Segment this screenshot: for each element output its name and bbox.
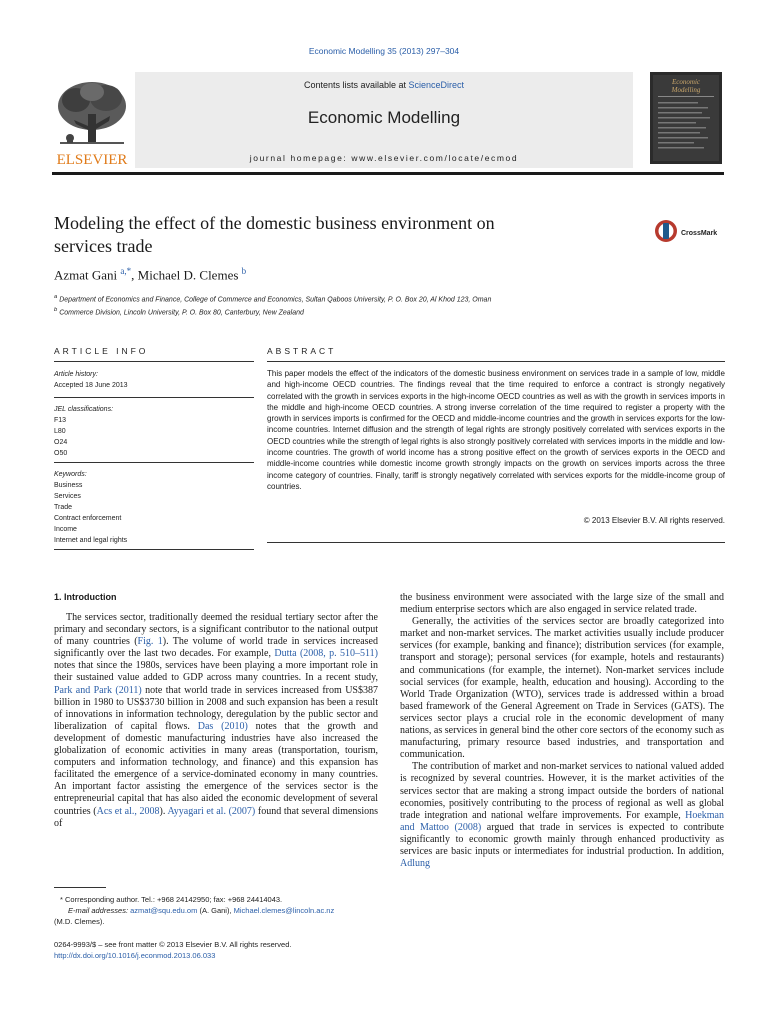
article-info-rule: [54, 361, 254, 362]
crossmark-badge[interactable]: [654, 217, 734, 247]
text-run: notes that since the 1980s, services have been playing a more important role in their sustained value added to GDP across many countries. In a recent study,: [54, 660, 378, 684]
affiliation-b: [54, 305, 491, 318]
email-owner: (M.D. Clemes).: [54, 917, 105, 926]
affiliations: [54, 292, 491, 319]
affiliation-a: [54, 292, 491, 305]
paragraph: the business environment were associated with the large size of the small and medium enterprise sectors which are also engaged in service related trade.: [400, 592, 724, 616]
author-separator: ,: [131, 267, 138, 283]
figure-link[interactable]: Fig. 1: [137, 636, 163, 648]
citation-link[interactable]: Adlung: [400, 858, 430, 870]
paragraph: [400, 761, 724, 870]
crossmark-label: CrossMark: [681, 230, 718, 237]
footnote-rule: [54, 887, 106, 888]
affiliation-text: Department of Economics and Finance, College of Commerce and Economics, Sultan Qaboos University, P. O. Box 20, Al Khod 123, Oman: [59, 296, 492, 304]
header-rule: [52, 172, 724, 175]
paragraph: Generally, the activities of the services sector are broadly categorized into market and non-market services. The market activities usually include producer services (for example, banking and finance); distribution services (for example, transport and storage); personal services (for example, hotels and restaurants) and communications (for example, the internet). Non-market services include social services (for example, health, education and housing). According to the World Trade Organization (WTO), services trade is addressed within a broad based framework of the General Agreement on Trade in Services (GATS). The services sector plays a crucial role in the economic development of many nations, as services in general bind the other core sectors of the economy such as manufacturing, primary resource based industries, and transportation and communication.: [400, 616, 724, 761]
journal-cover-thumbnail[interactable]: [650, 72, 722, 164]
citation-link[interactable]: Das (2010): [197, 720, 248, 732]
jel-label: JEL classifications:: [54, 406, 114, 413]
body-column-left: [54, 612, 378, 830]
keyword: Contract enforcement: [54, 515, 122, 522]
email-link[interactable]: Michael.clemes@lincoln.ac.nz: [233, 906, 335, 915]
cover-title-line2: Modelling: [671, 86, 701, 94]
jel-code: O50: [54, 450, 68, 457]
footnotes: [54, 894, 378, 927]
section-heading-introduction: 1. Introduction: [54, 592, 117, 602]
affiliation-marker: b: [54, 307, 58, 314]
author-list: [54, 266, 246, 283]
journal-reference[interactable]: Economic Modelling 35 (2013) 297–304: [308, 46, 460, 56]
jel-code: O24: [54, 439, 68, 446]
contents-line: [135, 80, 633, 90]
body-column-right: [400, 592, 724, 870]
text-run: notes that the growth and development of domestic manufacturing industries have also increased the globalization of economic activities in many areas (transportation, tourism, computers and information technology, and finance) and this expansion has facilitated the emergence of a service-dominated economy in many countries. An important factor assisting the emergence of the services sector is the entrepreneurial capital that has also aided the economic development of several countries (: [54, 720, 378, 817]
keyword: Internet and legal rights: [54, 537, 128, 544]
keywords-label: Keywords:: [54, 471, 87, 478]
email-note: [54, 905, 378, 916]
abstract-copyright: © 2013 Elsevier B.V. All rights reserved.: [583, 516, 725, 525]
affiliation-marker: a: [54, 294, 58, 300]
citation-link[interactable]: Acs et al., 2008: [96, 805, 160, 817]
text-run: The contribution of market and non-market services to national valued added is recognized by several countries. However, it is the market activities of the services sector that are making a strong impact outside the borders of national economies, positively contributing to the process of regional as well as global trade integration and national welfare improvements. For example,: [400, 761, 724, 821]
abstract-rule: [267, 361, 725, 362]
journal-homepage[interactable]: journal homepage: www.elsevier.com/locate/ecmod: [249, 153, 519, 163]
email-owner: (A. Gani),: [197, 906, 234, 915]
doi-link[interactable]: http://dx.doi.org/10.1016/j.econmod.2013.06.033: [54, 951, 216, 960]
corresponding-author-text: Corresponding author. Tel.: +968 24142950; fax: +968 24414043.: [65, 895, 283, 904]
keyword: Business: [54, 482, 83, 489]
email-label: E-mail addresses:: [68, 906, 129, 915]
citation-link[interactable]: Dutta (2008, p. 510–511): [274, 648, 378, 660]
text-run: argued that trade in services is expected to contribute significantly to economic growth mainly through enhanced productivity as services are basic inputs or intermediates for industrial production. In addition,: [400, 821, 724, 857]
abstract-heading: ABSTRACT: [267, 346, 337, 356]
author-affiliation-marker[interactable]: a,*: [120, 266, 132, 276]
corresponding-author-note: * Corresponding author. Tel.: +968 24142950; fax: +968 24414043.: [60, 895, 283, 904]
author-name: Azmat Gani: [54, 267, 118, 283]
author-affiliation-marker[interactable]: b: [241, 266, 247, 276]
jel-classifications: [54, 404, 254, 459]
abstract-rule: [267, 542, 725, 543]
cover-title-line1: Economic: [672, 78, 700, 86]
abstract-text: This paper models the effect of the indicators of the domestic business environment on services trade in a sample of low, middle and high-income OECD countries. The findings reveal that the time required to enforce a contract is strongly negatively correlated with the growth in services exports in the high-income OECD countries as well as with the growth in services imports in the middle and high-income OECD countries. A strong inverse correlation of the time required to register a property with the growth in services imports is confirmed for the OECD and middle-income countries and the growth in services exports for the low-income countries. Internet diffusion and the strength of legal rights are strongly positively correlated with services exports in the OECD countries while the strength of legal rights is also strongly positively correlated with services imports in the middle and low-income countries. The growth of world income has a strong positive effect on the growth of services exports in the OECD and middle-income countries while domestic income growth strongly impacts on the growth on services imports across the three income category of countries. Finally, tariff is strongly negatively correlated with services exports for the middle-income group of countries.: [267, 369, 725, 491]
paper-title-line1: Modeling the effect of the domestic business environment on: [54, 213, 495, 233]
paper-title-line2: services trade: [54, 236, 153, 256]
article-history: [54, 369, 254, 391]
paragraph: [54, 612, 378, 830]
contents-prefix: Contents lists available at: [303, 80, 409, 90]
citation-link[interactable]: Park and Park (2011): [54, 684, 142, 696]
keyword: Services: [54, 493, 81, 500]
elsevier-wordmark: ELSEVIER: [56, 152, 128, 168]
jel-code: L80: [54, 428, 66, 435]
article-info-rule: [54, 462, 254, 463]
article-history-value: Accepted 18 June 2013: [54, 382, 128, 389]
journal-name: Economic Modelling: [307, 108, 461, 127]
text-run: found that several dimensions of: [54, 805, 378, 829]
citation-link[interactable]: Ayyagari et al. (2007): [167, 805, 256, 817]
text-run: The services sector, traditionally deemed the residual tertiary sector after the primary and secondary sectors, is a significant contributor to the national output of many countries (: [54, 612, 378, 648]
elsevier-tree-logo: [52, 76, 132, 168]
article-info-rule: [54, 397, 254, 398]
keywords: [54, 469, 254, 546]
keyword: Income: [54, 526, 77, 533]
citation-link[interactable]: Hoekman and Mattoo (2008): [400, 809, 724, 833]
affiliation-text: Commerce Division, Lincoln University, P. O. Box 80, Canterbury, New Zealand: [59, 309, 304, 317]
keyword: Trade: [54, 504, 73, 511]
article-info-heading: ARTICLE INFO: [54, 346, 149, 356]
text-run: ). The volume of world trade in services increased significantly over the last two decades. For example,: [54, 636, 378, 660]
text-run: note that world trade in services increased from US$387 billion in 1980 to US$3730 billion in 2008 and such expansion has been a result of innovations in information technology, deregulation by the public sector and liberalization of capital flows.: [54, 684, 378, 732]
author-name: Michael D. Clemes: [137, 267, 239, 283]
text-run: ).: [159, 805, 168, 817]
email-link[interactable]: azmat@squ.edu.om: [130, 906, 198, 915]
sciencedirect-link[interactable]: ScienceDirect: [408, 80, 465, 90]
article-info-rule: [54, 549, 254, 550]
article-history-label: Article history:: [54, 371, 98, 378]
front-matter-text: 0264-9993/$ – see front matter © 2013 Elsevier B.V. All rights reserved.: [54, 940, 292, 949]
front-matter: [54, 939, 384, 961]
jel-code: F13: [54, 417, 67, 424]
paper-title: [54, 212, 614, 258]
